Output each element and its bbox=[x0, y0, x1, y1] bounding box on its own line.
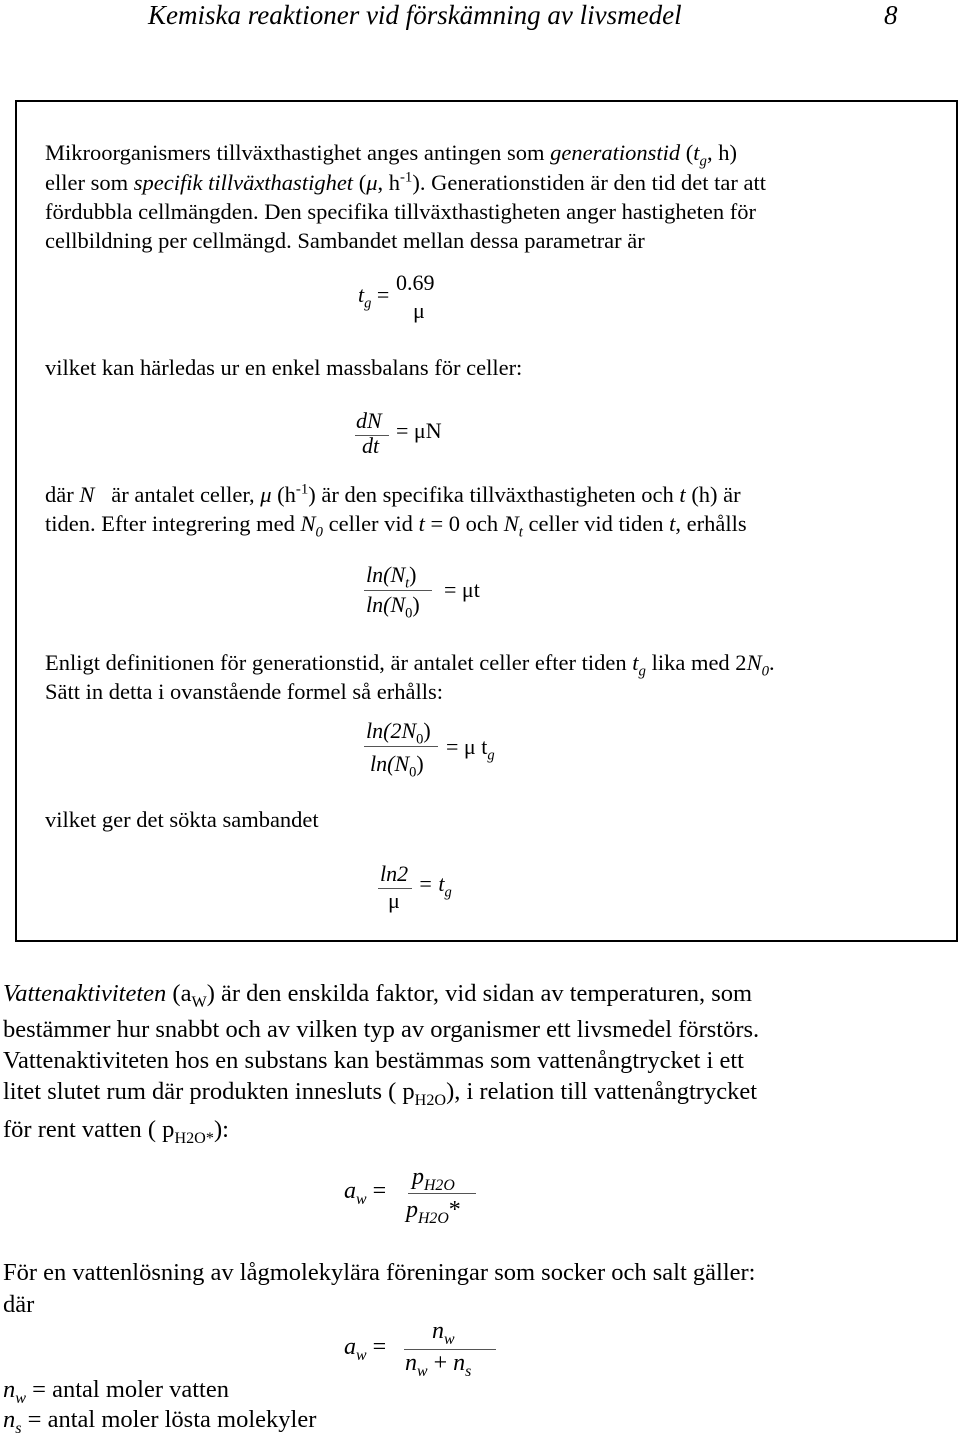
box-para1-line3: fördubbla cellmängden. Den specifika tillväxthastigheten anger hastigheten för bbox=[45, 199, 757, 224]
eq4-denominator: $\ln(N_0)$ bbox=[370, 751, 424, 781]
box-para1-line1: Mikroorganismers tillväxthastighet anges antingen som generationstid ($t_g$, h) bbox=[45, 140, 737, 170]
definition-nw: $n_w$ = antal moler vatten bbox=[3, 1376, 229, 1407]
eq2-rhs: = μN bbox=[396, 418, 442, 443]
eq6-fraction-bar bbox=[408, 1193, 476, 1194]
box-para3-line2: tiden. Efter integrering med $N_0$ celler vid t = 0 och $N_t$ celler vid tiden t, erhålls bbox=[45, 511, 747, 541]
eq6-denominator: $p_{H2O}*$ bbox=[406, 1197, 461, 1227]
eq3-fraction-bar bbox=[364, 590, 432, 591]
page-number: 8 bbox=[884, 0, 898, 30]
box-para2: vilket kan härledas ur en enkel massbalans för celler: bbox=[45, 355, 523, 380]
eq3-rhs: = μt bbox=[444, 577, 480, 602]
main-line1: Vattenaktiviteten $(a_W)$ är den enskilda faktor, vid sidan av temperaturen, som bbox=[3, 980, 753, 1011]
main-line3: Vattenaktiviteten hos en substans kan bestämmas som vattenångtrycket i ett bbox=[3, 1047, 744, 1074]
eq6-lhs: $a_w$ = bbox=[344, 1178, 387, 1208]
eq2-numerator: dN bbox=[356, 408, 382, 433]
eq5-rhs: = $t_g$ bbox=[418, 871, 452, 901]
main-line7: där bbox=[3, 1291, 35, 1318]
eq5-numerator: ln2 bbox=[380, 861, 409, 886]
eq4-rhs: = μ $t_g$ bbox=[446, 734, 495, 764]
eq4-fraction-bar bbox=[364, 746, 438, 747]
box-para1-line4: cellbildning per cellmängd. Sambandet mellan dessa parametrar är bbox=[45, 228, 645, 253]
eq2-denominator: dt bbox=[362, 433, 380, 458]
main-line2: bestämmer hur snabbt och av vilken typ av organismer ett livsmedel förstörs. bbox=[3, 1016, 760, 1043]
eq6-numerator: $p_{H2O}$ bbox=[412, 1164, 455, 1194]
main-line5: för rent vatten ( $p_{H2O*}$): bbox=[3, 1116, 229, 1147]
eq1-denominator: μ bbox=[413, 298, 425, 323]
eq5-denominator: μ bbox=[388, 888, 400, 913]
eq3-denominator: $\ln(N_0)$ bbox=[366, 592, 420, 622]
eq7-numerator: $n_w$ bbox=[432, 1318, 455, 1348]
main-line6: För en vattenlösning av lågmolekylära föreningar som socker och salt gäller: bbox=[3, 1259, 756, 1286]
eq1-numerator: 0.69 bbox=[396, 270, 435, 295]
box-para3-line1: där N är antalet celler, μ $(h^{-1})$ är den specifika tillväxthastigheten och t (h) är bbox=[45, 481, 741, 507]
eq1-lhs: $t_g$ = bbox=[358, 282, 390, 312]
main-line4: litet slutet rum där produkten innesluts ( $p_{H2O}$), i relation till vattenångtrycket bbox=[3, 1078, 757, 1109]
box-para4-line2: Sätt in detta i ovanstående formel så erhålls: bbox=[45, 679, 444, 704]
definition-ns: $n_s$ = antal moler lösta molekyler bbox=[3, 1406, 317, 1437]
box-para1-line2: eller som specifik tillväxthastighet (μ, $h^{-1}$). Generationstiden är den tid det tar att bbox=[45, 169, 766, 195]
running-header: Kemiska reaktioner vid förskämning av livsmedel bbox=[148, 0, 682, 30]
box-para5: vilket ger det sökta sambandet bbox=[45, 807, 319, 832]
eq7-denominator: $n_w + n_s$ bbox=[405, 1350, 472, 1380]
eq3-numerator: $\ln(N_t)$ bbox=[366, 562, 417, 592]
box-para4-line1: Enligt definitionen för generationstid, är antalet celler efter tiden $t_g$ lika med $2N_0$. bbox=[45, 650, 775, 680]
eq4-numerator: $\ln(2N_0)$ bbox=[366, 718, 431, 748]
eq7-lhs: $a_w$ = bbox=[344, 1334, 387, 1364]
